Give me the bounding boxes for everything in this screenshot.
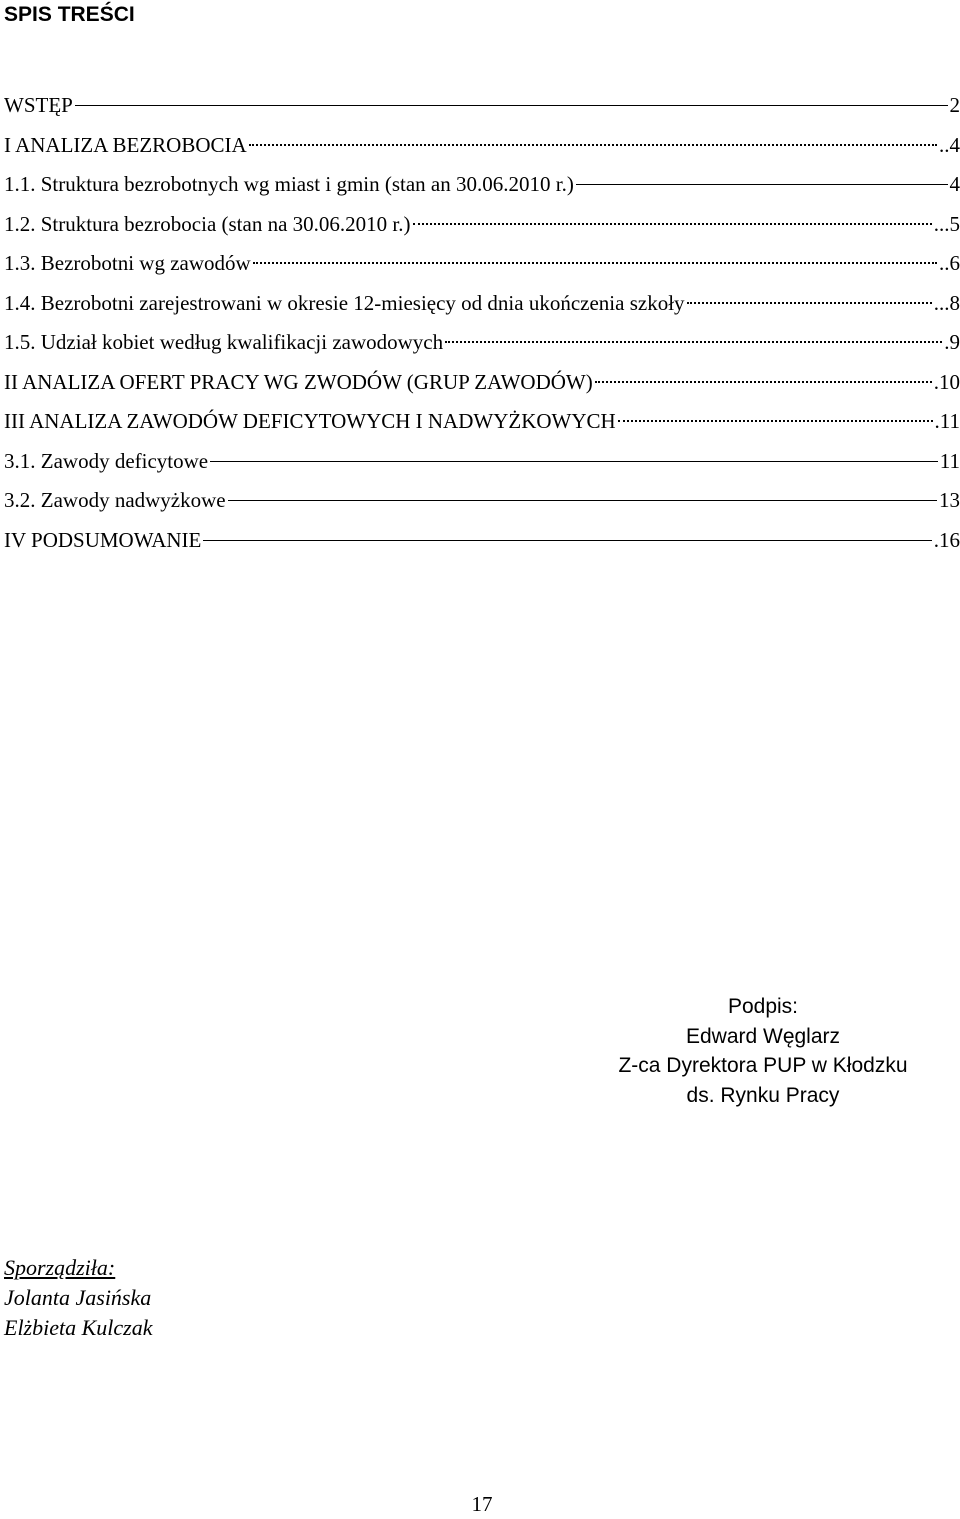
prepared-by-author: Elżbieta Kulczak <box>4 1315 153 1340</box>
toc-entry-1-2[interactable] <box>4 205 960 245</box>
toc-leader-line <box>687 302 932 304</box>
toc-entry-label: 1.2. Struktura bezrobocia (stan na 30.06.2010 r.) <box>4 211 411 236</box>
signature-block <box>563 992 960 1110</box>
toc-entry-analiza-zawodow[interactable] <box>4 402 960 442</box>
toc-leader-line <box>228 500 937 501</box>
toc-entry-page: ..6 <box>939 251 960 275</box>
toc-leader-line <box>445 341 942 343</box>
toc-entry-3-1[interactable] <box>4 442 960 482</box>
toc-entry-page: 4 <box>949 172 960 196</box>
toc-entry-label: 1.1. Struktura bezrobotnych wg miast i gmin (stan an 30.06.2010 r.) <box>4 172 574 196</box>
toc-entry-1-5[interactable] <box>4 323 960 363</box>
toc-entry-podsumowanie[interactable] <box>4 521 960 561</box>
toc-entry-wstep[interactable] <box>4 86 960 126</box>
signature-department: ds. Rynku Pracy <box>686 1083 840 1107</box>
toc-entry-page: ..4 <box>939 132 960 157</box>
toc-entry-page: ...8 <box>933 290 960 315</box>
toc-leader-line <box>576 184 948 185</box>
signature-role: Z-ca Dyrektora PUP w Kłodzku <box>618 1054 908 1077</box>
toc-leader-line <box>413 223 932 225</box>
toc-entry-label: 1.3. Bezrobotni wg zawodów <box>4 251 251 275</box>
toc-entry-1-4[interactable] <box>4 284 960 324</box>
toc-entry-page: .9 <box>944 330 960 354</box>
toc-entry-3-2[interactable] <box>4 481 960 521</box>
toc-leader-line <box>210 461 938 462</box>
toc-entry-label: III ANALIZA ZAWODÓW DEFICYTOWYCH I NADWYŻKOWYCH <box>4 409 616 433</box>
toc-entry-label: 3.1. Zawody deficytowe <box>4 448 209 473</box>
page-number: 17 <box>471 1492 493 1516</box>
toc-leader-line <box>618 420 933 422</box>
prepared-by-label: Sporządziła: <box>4 1255 116 1280</box>
toc-entry-analiza-bezrobocia[interactable] <box>4 126 960 166</box>
toc-entry-page: .11 <box>934 409 960 433</box>
signature-heading: Podpis: <box>727 995 799 1018</box>
signature-name: Edward Węglarz <box>685 1024 841 1048</box>
table-of-contents <box>4 86 960 560</box>
toc-entry-label: 3.2. Zawody nadwyżkowe <box>4 488 226 512</box>
toc-leader-line <box>203 540 931 541</box>
toc-entry-page: 11 <box>939 448 960 473</box>
toc-leader-line <box>595 381 932 383</box>
toc-entry-1-1[interactable] <box>4 165 960 205</box>
toc-entry-analiza-ofert[interactable] <box>4 363 960 403</box>
toc-entry-page: .10 <box>933 369 960 394</box>
toc-entry-label: 1.5. Udział kobiet według kwalifikacji zawodowych <box>4 330 444 354</box>
toc-leader-line <box>253 262 937 264</box>
page-title: SPIS TREŚCI <box>4 3 135 26</box>
toc-entry-page: ...5 <box>933 211 960 236</box>
prepared-by-block <box>4 1253 152 1343</box>
toc-entry-page: .16 <box>933 527 960 552</box>
toc-entry-page: 2 <box>949 93 960 117</box>
toc-entry-label: IV PODSUMOWANIE <box>4 527 202 552</box>
toc-entry-label: I ANALIZA BEZROBOCIA <box>4 132 247 157</box>
toc-leader-line <box>75 105 948 106</box>
toc-entry-label: WSTĘP <box>4 93 73 117</box>
toc-entry-1-3[interactable] <box>4 244 960 284</box>
toc-entry-label: 1.4. Bezrobotni zarejestrowani w okresie 12-miesięcy od dnia ukończenia szkoły <box>4 290 685 315</box>
prepared-by-author: Jolanta Jasińska <box>4 1285 152 1310</box>
toc-entry-page: 13 <box>939 488 960 512</box>
toc-leader-line <box>249 144 937 146</box>
toc-entry-label: II ANALIZA OFERT PRACY WG ZWODÓW (GRUP ZAWODÓW) <box>4 369 593 394</box>
